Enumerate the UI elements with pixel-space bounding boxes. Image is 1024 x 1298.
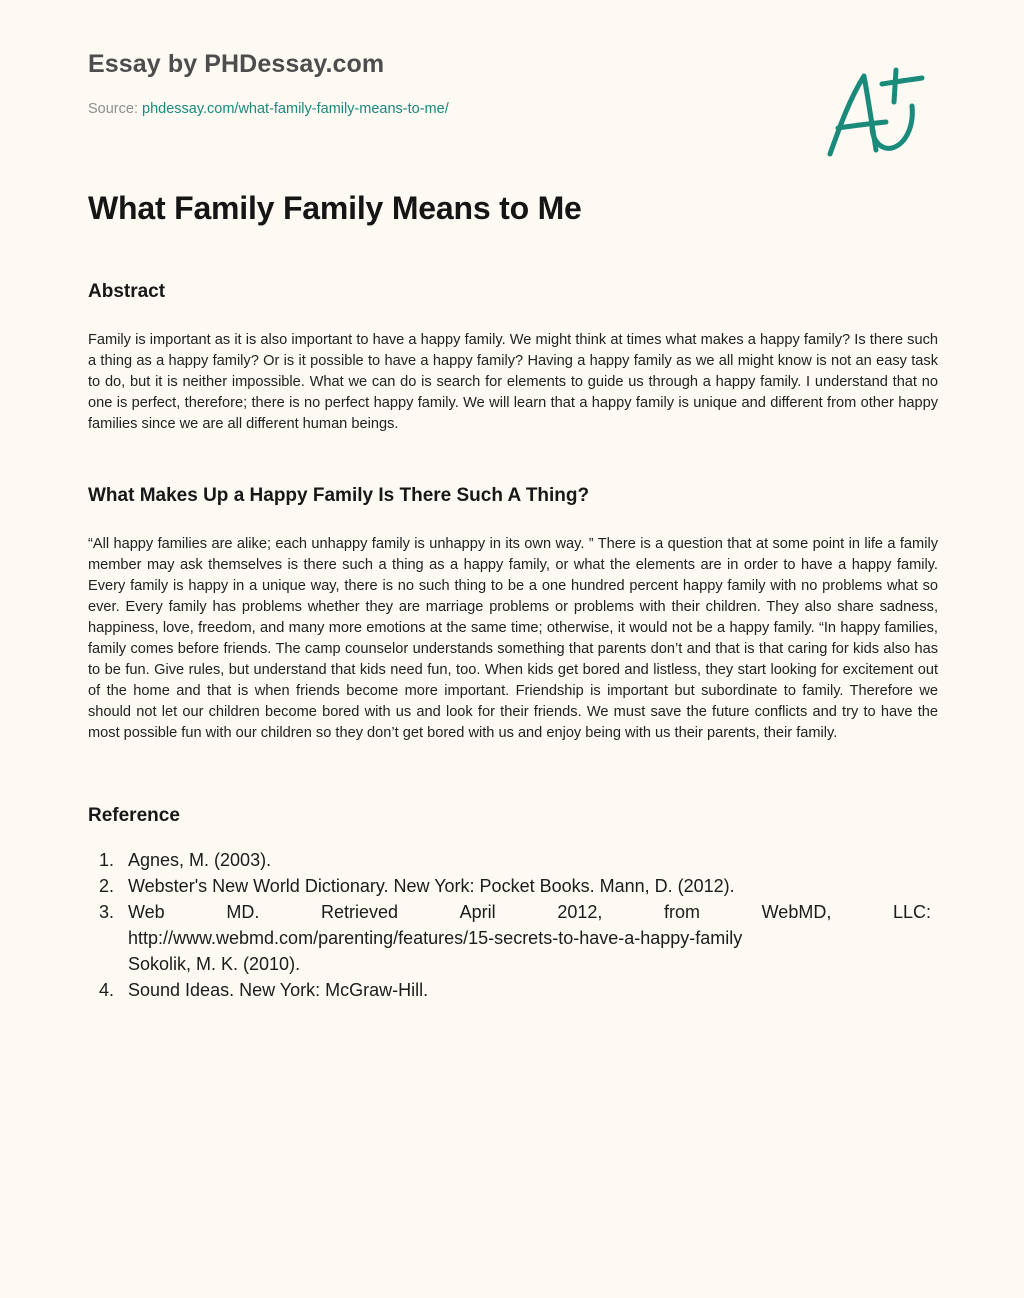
document-title: What Family Family Means to Me <box>88 190 582 226</box>
section-heading-reference: Reference <box>88 805 180 826</box>
reference-word: from <box>664 902 700 922</box>
brand-title: Essay by PHDessay.com <box>88 50 385 78</box>
section-heading-abstract: Abstract <box>88 281 166 302</box>
reference-number: 1. <box>99 850 115 870</box>
reference-number: 4. <box>99 980 115 1000</box>
reference-list <box>88 847 931 1003</box>
section-heading-happy-family: What Makes Up a Happy Family Is There Such A Thing? <box>88 485 590 506</box>
a-plus-logo-icon <box>826 66 926 158</box>
reference-line-1 <box>128 899 931 925</box>
source-label: Source: <box>88 101 142 117</box>
abstract-paragraph: Family is important as it is also important to have a happy family. We might think at times what makes a happy family? Is there such a thing as a happy family? Or is it possible to have a happy family? Having a happy family as we all might know is not an easy task to do, but it is neither impossible. What we can do is search for elements to guide us through a happy family. I understand that no one is perfect, therefore; there is no perfect happy family. We will learn that a happy family is unique and different from other happy families since we are all different human beings. <box>88 332 938 432</box>
reference-word: LLC: <box>892 902 931 922</box>
reference-word: WebMD, <box>761 902 832 922</box>
reference-text: Agnes, M. (2003). <box>128 850 272 870</box>
reference-text: Sokolik, M. K. (2010). <box>128 954 301 974</box>
reference-number: 2. <box>99 876 115 896</box>
reference-item <box>88 899 931 977</box>
reference-word: 2012, <box>557 902 603 922</box>
reference-url[interactable]: http://www.webmd.com/parenting/features/15-secrets-to-have-a-happy-family <box>128 928 743 948</box>
reference-text: Webster's New World Dictionary. New York: Pocket Books. Mann, D. (2012). <box>128 876 735 896</box>
document-page <box>88 0 938 1000</box>
happy-family-paragraph: “All happy families are alike; each unhappy family is unhappy in its own way. ” There is a question that at some point in life a family member may ask themselves is there such a thing as a happy family, or what the elements are in order to have a happy family. Every family is happy in a unique way, there is no such thing to be a one hundred percent happy family with no problems what so ever. Every family has problems whether they are marriage problems or problems with their children. They also share sadness, happiness, love, freedom, and many more emotions at the same time; otherwise, it would not be a happy family. “In happy families, family comes before friends. The camp counselor understands something that parents don’t and that is that caring for kids also has to be fun. Give rules, but understand that kids need fun, too. When kids get bored and listless, they start looking for excitement out of the home and that is when friends become more important. Friendship is important but subordinate to family. Therefore we should not let our children become bored with us and look for their friends. We must save the future conflicts and try to have the most possible fun with our children so they don’t get bored with us and enjoy being with us their parents, their family. <box>88 536 938 741</box>
reference-item <box>88 977 931 1003</box>
reference-number: 3. <box>99 902 115 922</box>
reference-text: Sound Ideas. New York: McGraw-Hill. <box>128 980 429 1000</box>
reference-word: Retrieved <box>320 902 399 922</box>
source-line <box>88 101 449 117</box>
source-link[interactable]: phdessay.com/what-family-family-means-to-me/ <box>142 101 449 117</box>
reference-word: April <box>459 902 496 922</box>
reference-word: MD. <box>226 902 260 922</box>
reference-word: Web <box>128 902 165 922</box>
reference-item <box>88 847 931 873</box>
site-header <box>88 0 938 150</box>
reference-item <box>88 873 931 899</box>
